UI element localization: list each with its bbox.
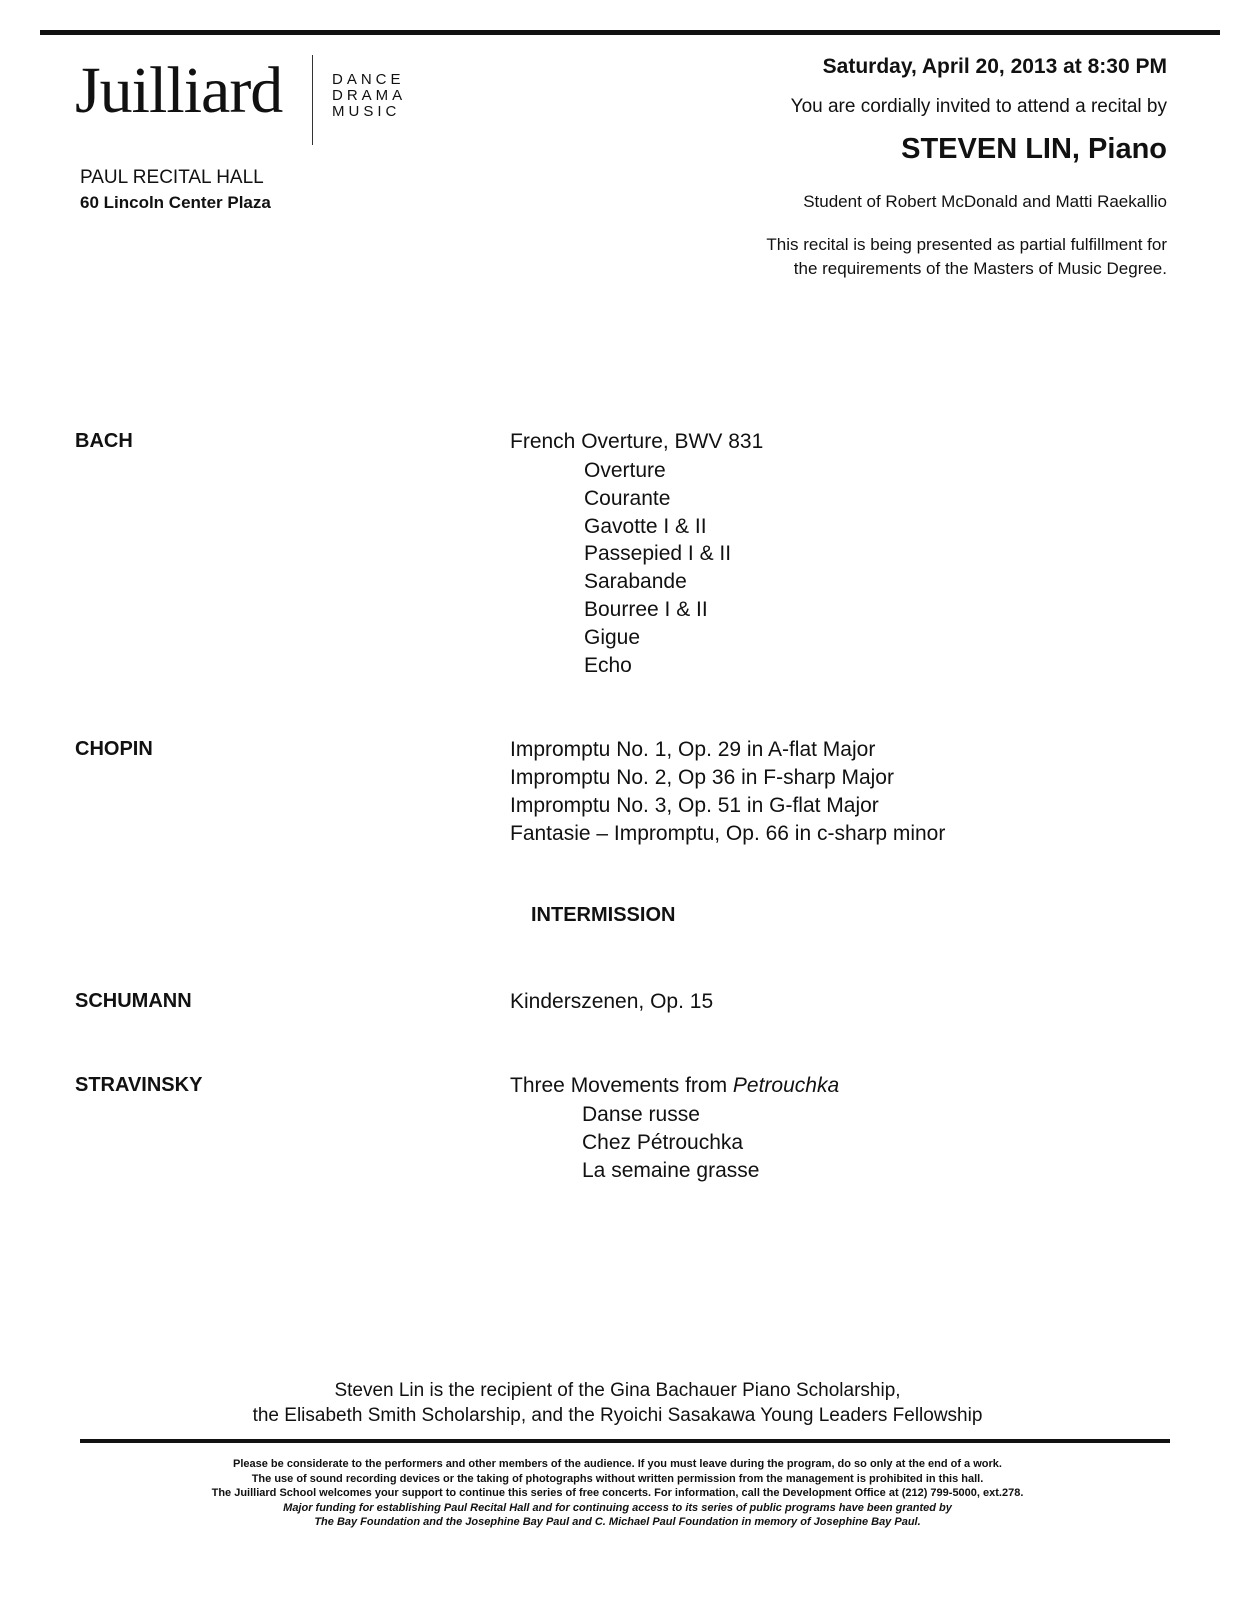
movement-item: Courante (584, 486, 671, 510)
event-date-time: Saturday, April 20, 2013 at 8:30 PM (822, 55, 1167, 78)
movement-item: Chez Pétrouchka (582, 1130, 744, 1154)
discipline-dance: DANCE (332, 71, 405, 88)
movement-item: La semaine grasse (582, 1158, 760, 1182)
work-bach: French Overture, BWV 831 (510, 430, 764, 453)
work-item: Impromptu No. 1, Op. 29 in A-flat Major (510, 738, 876, 761)
composer-bach: BACH (75, 430, 133, 452)
movement-item: Bourree I & II (584, 597, 708, 621)
scholarship-note (0, 1378, 1235, 1428)
work-stravinsky (510, 1072, 839, 1100)
movement-item: Danse russe (582, 1103, 700, 1126)
movement-item: Sarabande (584, 570, 687, 594)
logo-divider (312, 55, 313, 145)
scholarship-line1: Steven Lin is the recipient of the Gina Bachauer Piano Scholarship, (334, 1380, 901, 1401)
composer-chopin: CHOPIN (75, 738, 153, 760)
recital-note-line1: This recital is being presented as partial fulfillment for (766, 235, 1167, 254)
recital-note-line2: the requirements of the Masters of Music Degree. (793, 259, 1167, 278)
notice-line2: The use of sound recording devices or the taking of photographs without written permission from the management is prohibited in this hall. (251, 1472, 984, 1485)
juilliard-logo: Juilliard (75, 54, 283, 127)
bach-movements (584, 457, 731, 679)
venue-block (80, 165, 271, 215)
teachers-line: Student of Robert McDonald and Matti Raekallio (803, 192, 1167, 211)
venue-name: PAUL RECITAL HALL (80, 167, 264, 188)
composer-stravinsky: STRAVINSKY (75, 1074, 203, 1096)
recital-note (766, 233, 1167, 281)
venue-address: 60 Lincoln Center Plaza (80, 193, 271, 212)
notice-line1: Please be considerate to the performers and other members of the audience. If you must leave during the program, do so only at the end of a work. (233, 1458, 1002, 1470)
stravinsky-movements (582, 1101, 759, 1184)
audience-notice (0, 1457, 1235, 1530)
work-stravinsky-prefix: Three Movements from (510, 1074, 733, 1097)
notice-line3: The Juilliard School welcomes your support to continue this series of free concerts. For information, call the Development Office at (212) 799-5000, ext.278. (211, 1487, 1024, 1499)
work-item: Impromptu No. 3, Op. 51 in G-flat Major (510, 794, 879, 817)
notice-line4: Major funding for establishing Paul Recital Hall and for continuing access to its series of public programs have been granted by (283, 1501, 952, 1514)
work-stravinsky-title: Petrouchka (732, 1074, 840, 1097)
invitation-text: You are cordially invited to attend a recital by (790, 96, 1167, 117)
movement-item: Passepied I & II (584, 542, 732, 566)
work-schumann: Kinderszenen, Op. 15 (510, 990, 714, 1013)
movement-item: Gigue (584, 625, 641, 649)
scholarship-line2: the Elisabeth Smith Scholarship, and the Ryoichi Sasakawa Young Leaders Fellowship (252, 1405, 983, 1426)
notice-line5: The Bay Foundation and the Josephine Bay Paul and C. Michael Paul Foundation in memory of Josephine Bay Paul. (314, 1516, 921, 1528)
top-rule (40, 30, 1220, 35)
movement-item: Echo (584, 653, 632, 677)
logo-disciplines (332, 72, 406, 120)
discipline-drama: DRAMA (332, 87, 407, 104)
movement-item: Gavotte I & II (584, 514, 707, 538)
intermission-label: INTERMISSION (531, 904, 676, 926)
work-item: Fantasie – Impromptu, Op. 66 in c-sharp minor (510, 822, 946, 845)
chopin-works (510, 736, 945, 848)
work-item: Impromptu No. 2, Op 36 in F-sharp Major (510, 766, 894, 789)
composer-schumann: SCHUMANN (75, 990, 192, 1012)
discipline-music: MUSIC (332, 103, 401, 120)
bottom-rule (80, 1439, 1170, 1443)
movement-item: Overture (584, 459, 666, 482)
performer-name: STEVEN LIN, Piano (901, 133, 1167, 165)
